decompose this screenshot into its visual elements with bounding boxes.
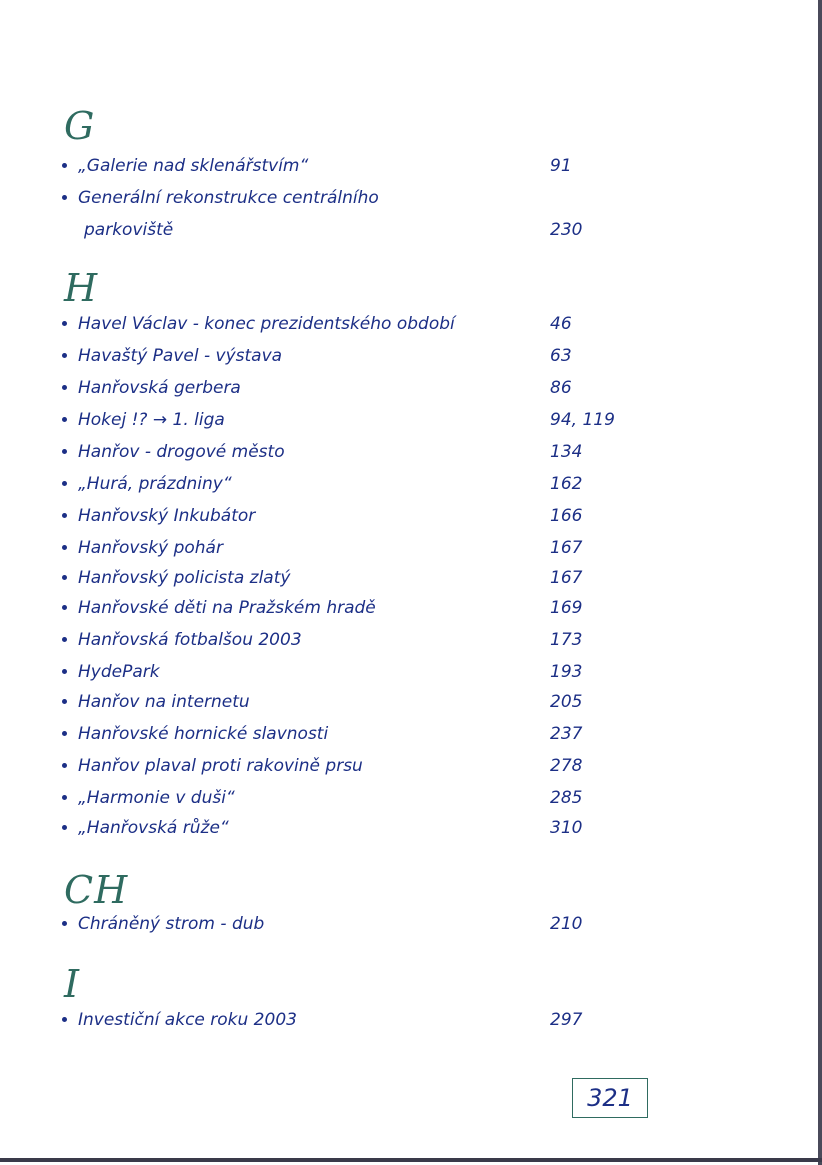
entry-title: Hanřovské hornické slavnosti xyxy=(78,724,329,744)
bullet-icon xyxy=(62,763,67,768)
entry-page: 134 xyxy=(550,442,583,462)
entry-page: 237 xyxy=(550,724,583,744)
bullet-icon xyxy=(62,321,67,326)
bullet-icon xyxy=(62,481,67,486)
page-number: 321 xyxy=(587,1084,633,1112)
entry-page: 46 xyxy=(550,314,572,334)
entry-title: Hanřovská fotbalšou 2003 xyxy=(78,630,302,650)
index-entry xyxy=(62,914,822,942)
page-edge-bottom xyxy=(0,1158,822,1162)
index-entry xyxy=(62,188,822,216)
entry-title: Hanřovský policista zlatý xyxy=(78,568,291,588)
bullet-icon xyxy=(62,195,67,200)
section-letter-ch: CH xyxy=(64,868,129,912)
section-letter-i: I xyxy=(64,962,81,1006)
entry-page: 297 xyxy=(550,1010,583,1030)
entry-title: „Harmonie v duši“ xyxy=(78,788,235,808)
entry-page: 278 xyxy=(550,756,583,776)
entry-page: 173 xyxy=(550,630,583,650)
index-entry xyxy=(62,506,822,534)
index-entry xyxy=(62,156,822,184)
entry-title: Hanřovská gerbera xyxy=(78,378,241,398)
entry-page: 230 xyxy=(550,220,583,240)
index-entry-page-row xyxy=(62,220,822,248)
entry-title: Hanřov na internetu xyxy=(78,692,250,712)
entry-title: Investiční akce roku 2003 xyxy=(78,1010,297,1030)
index-entry xyxy=(62,568,822,596)
section-letter-g: G xyxy=(64,104,96,148)
entry-page: 310 xyxy=(550,818,583,838)
index-entry xyxy=(62,724,822,752)
entry-title: Hanřovský Inkubátor xyxy=(78,506,256,526)
entry-title: Hanřovské děti na Pražském hradě xyxy=(78,598,376,618)
entry-title: Chráněný strom - dub xyxy=(78,914,265,934)
bullet-icon xyxy=(62,637,67,642)
entry-title: Havel Václav - konec prezidentského období xyxy=(78,314,455,334)
page-number-box xyxy=(572,1078,648,1118)
bullet-icon xyxy=(62,545,67,550)
entry-page: 205 xyxy=(550,692,583,712)
bullet-icon xyxy=(62,385,67,390)
entry-page: 63 xyxy=(550,346,572,366)
entry-title: „Hanřovská růže“ xyxy=(78,818,229,838)
index-entry xyxy=(62,692,822,720)
entry-page: 162 xyxy=(550,474,583,494)
index-entry xyxy=(62,598,822,626)
bullet-icon xyxy=(62,921,67,926)
index-entry xyxy=(62,314,822,342)
entry-page: 167 xyxy=(550,568,583,588)
bullet-icon xyxy=(62,825,67,830)
entry-title: Havaštý Pavel - výstava xyxy=(78,346,283,366)
index-entry xyxy=(62,442,822,470)
entry-page: 193 xyxy=(550,662,583,682)
entry-page: 285 xyxy=(550,788,583,808)
entry-page: 91 xyxy=(550,156,572,176)
bullet-icon xyxy=(62,669,67,674)
index-entry xyxy=(62,818,822,846)
bullet-icon xyxy=(62,513,67,518)
entry-page: 169 xyxy=(550,598,583,618)
index-entry xyxy=(62,538,822,566)
bullet-icon xyxy=(62,1017,67,1022)
bullet-icon xyxy=(62,449,67,454)
bullet-icon xyxy=(62,417,67,422)
entry-title: Hanřovský pohár xyxy=(78,538,223,558)
index-entry xyxy=(62,756,822,784)
bullet-icon xyxy=(62,699,67,704)
bullet-icon xyxy=(62,353,67,358)
bullet-icon xyxy=(62,575,67,580)
entry-title: Hanřov plaval proti rakovině prsu xyxy=(78,756,363,776)
bullet-icon xyxy=(62,731,67,736)
bullet-icon xyxy=(62,605,67,610)
entry-title: Hanřov - drogové město xyxy=(78,442,285,462)
entry-title: Generální rekonstrukce centrálního xyxy=(78,188,379,208)
entry-title: Hokej !? → 1. liga xyxy=(78,410,225,430)
entry-page: 94, 119 xyxy=(550,410,615,430)
entry-title: HydePark xyxy=(78,662,160,682)
index-entry xyxy=(62,662,822,690)
entry-page: 210 xyxy=(550,914,583,934)
index-entry xyxy=(62,1010,822,1038)
index-entry xyxy=(62,410,822,438)
entry-title: „Galerie nad sklenářstvím“ xyxy=(78,156,309,176)
index-entry xyxy=(62,378,822,406)
section-letter-h: H xyxy=(64,266,99,310)
entry-page: 86 xyxy=(550,378,572,398)
index-entry xyxy=(62,474,822,502)
bullet-icon xyxy=(62,163,67,168)
entry-title-continuation: parkoviště xyxy=(84,220,174,240)
bullet-icon xyxy=(62,795,67,800)
index-entry xyxy=(62,630,822,658)
entry-page: 167 xyxy=(550,538,583,558)
index-entry xyxy=(62,788,822,816)
entry-page: 166 xyxy=(550,506,583,526)
index-entry xyxy=(62,346,822,374)
entry-title: „Hurá, prázdniny“ xyxy=(78,474,232,494)
